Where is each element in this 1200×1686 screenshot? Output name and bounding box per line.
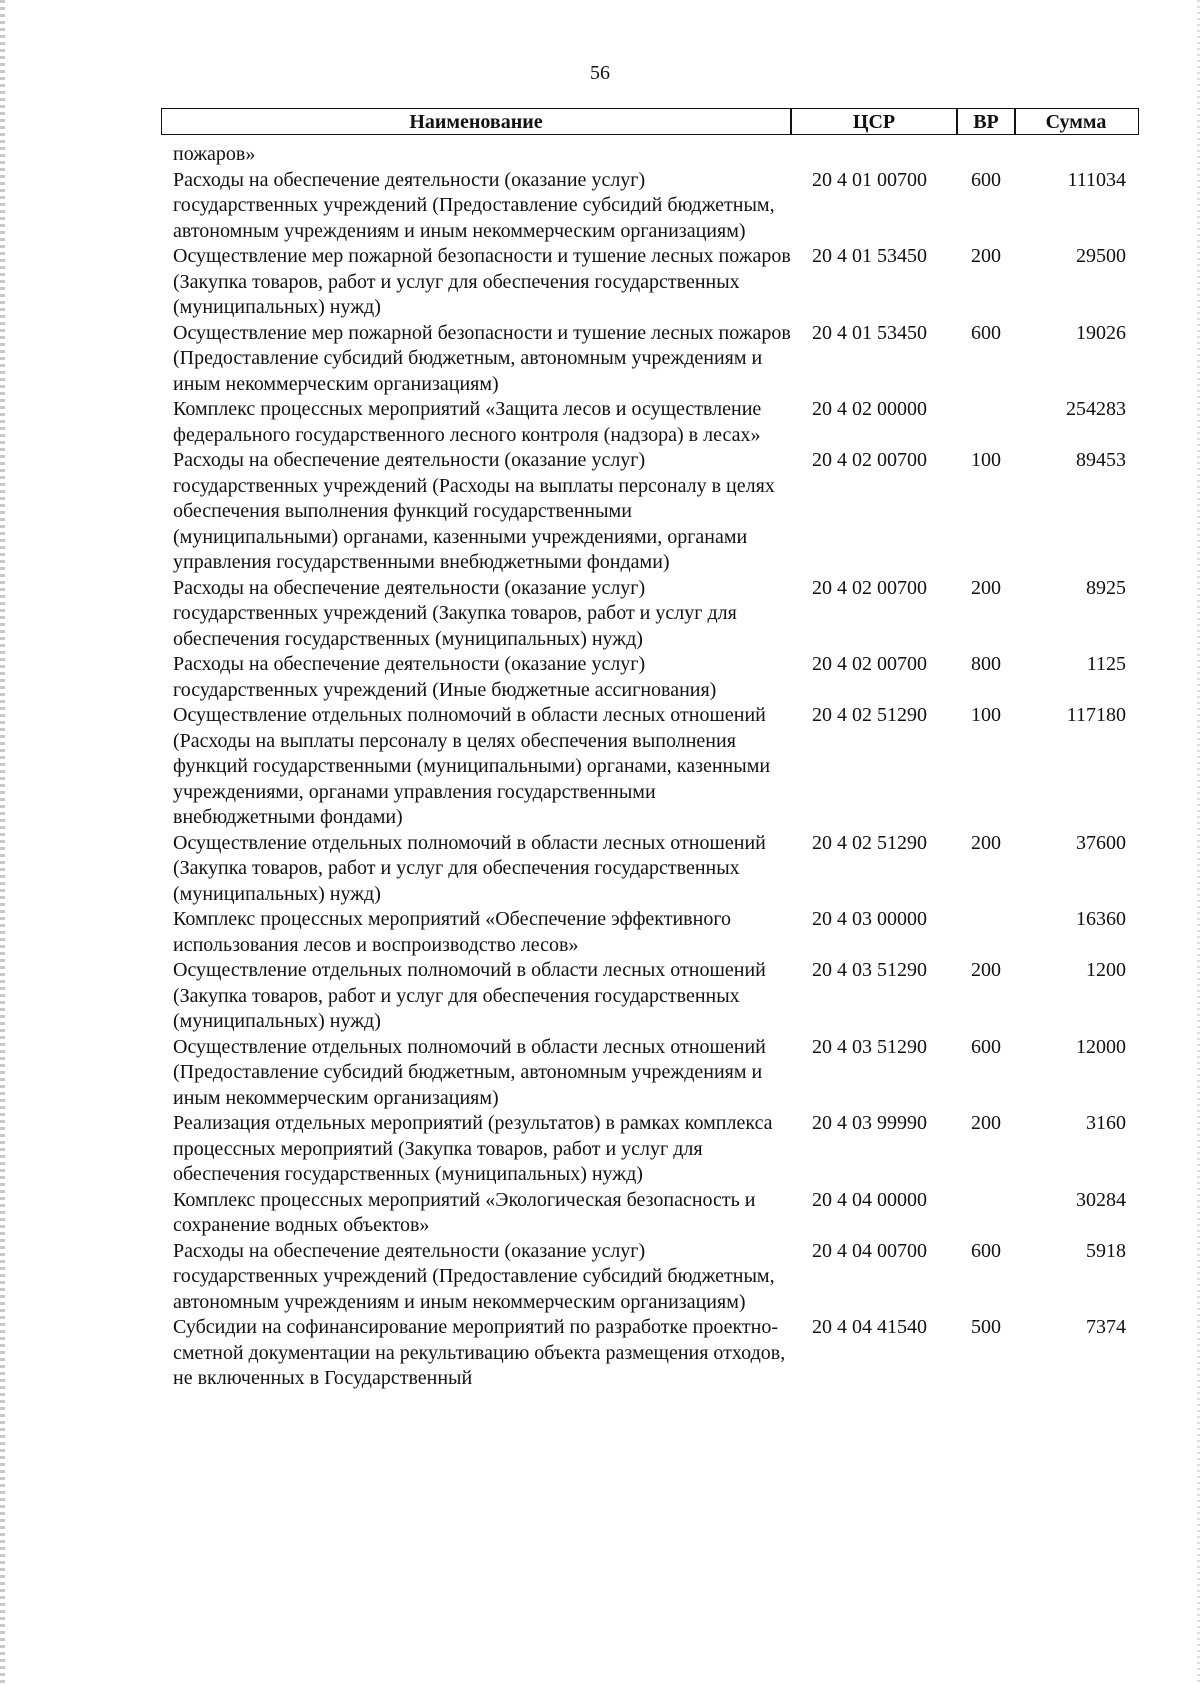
row-name: Осуществление отдельных полномочий в области лесных отношений (Расходы на выплаты персоналу в целях обеспечения выполнения функций государственными (муниципальными) органами, казенными учреждениями, органами управления государственными внебюджетными фондами) [173, 704, 771, 828]
table-row [0, 576, 1200, 653]
header-sum: Сумма [1045, 111, 1107, 133]
row-csr: 20 4 04 41540 [812, 1316, 927, 1338]
table-row [0, 652, 1200, 703]
row-csr: 20 4 02 00700 [812, 653, 927, 675]
table-row [0, 448, 1200, 576]
row-sum: 29500 [1076, 245, 1126, 267]
row-sum: 254283 [1066, 398, 1126, 420]
table-row [0, 907, 1200, 958]
table-row [0, 1111, 1200, 1188]
row-vr: 500 [971, 1316, 1001, 1338]
row-vr: 800 [971, 653, 1001, 675]
row-name: Комплекс процессных мероприятий «Защита лесов и осуществление федерального государственного лесного контроля (надзора) в лесах» [173, 398, 762, 446]
row-csr: 20 4 02 00700 [812, 449, 927, 471]
row-name: Осуществление отдельных полномочий в области лесных отношений (Закупка товаров, работ и услуг для обеспечения государственных (муниципальных) нужд) [173, 831, 766, 905]
table-row [0, 1315, 1200, 1392]
row-name: Осуществление отдельных полномочий в области лесных отношений (Предоставление субсидий бюджетным, автономным учреждениям и иным некоммерческим организациям) [173, 1035, 766, 1109]
row-vr: 100 [971, 449, 1001, 471]
row-name: Реализация отдельных мероприятий (результатов) в рамках комплекса процессных мероприятий (Закупка товаров, работ и услуг для обеспечения государственных (муниципальных) нужд) [173, 1112, 773, 1185]
row-csr: 20 4 02 51290 [812, 831, 927, 854]
row-csr: 20 4 03 51290 [812, 959, 927, 981]
table-body [0, 142, 1200, 1392]
row-sum: 19026 [1076, 321, 1126, 344]
row-csr: 20 4 01 53450 [812, 245, 927, 267]
row-vr: 600 [971, 321, 1001, 344]
row-vr: 200 [971, 831, 1001, 854]
row-name: Расходы на обеспечение деятельности (оказание услуг) государственных учреждений (Предоставление субсидий бюджетным, автономным учреждениям и иным некоммерческим организациям) [173, 1239, 775, 1313]
row-vr: 200 [971, 959, 1001, 981]
row-csr: 20 4 03 00000 [812, 908, 927, 930]
table-row [0, 958, 1200, 1035]
table-row [0, 321, 1200, 398]
header-csr: ЦСР [852, 111, 896, 133]
table-row [0, 142, 1200, 168]
row-sum: 12000 [1076, 1035, 1126, 1058]
row-sum: 89453 [1076, 449, 1126, 471]
row-csr: 20 4 01 53450 [812, 321, 927, 344]
row-name: Расходы на обеспечение деятельности (оказание услуг) государственных учреждений (Предоставление субсидий бюджетным, автономным учреждениям и иным некоммерческим организациям) [173, 168, 775, 242]
row-name: Расходы на обеспечение деятельности (оказание услуг) государственных учреждений (Иные бюджетные ассигнования) [173, 653, 717, 701]
row-sum: 3160 [1086, 1112, 1126, 1134]
row-vr: 200 [971, 576, 1001, 599]
row-name: Комплекс процессных мероприятий «Обеспечение эффективного использования лесов и воспроизводство лесов» [173, 908, 732, 956]
table-header [161, 108, 1139, 135]
row-vr: 600 [971, 1239, 1001, 1262]
row-name: Комплекс процессных мероприятий «Экологическая безопасность и сохранение водных объектов» [173, 1188, 756, 1236]
table-row [0, 703, 1200, 831]
row-csr: 20 4 03 99990 [812, 1112, 927, 1134]
row-vr: 600 [971, 1035, 1001, 1058]
row-vr: 600 [971, 168, 1001, 191]
row-sum: 30284 [1076, 1188, 1126, 1211]
table-row [0, 1239, 1200, 1316]
row-sum: 117180 [1066, 704, 1126, 726]
row-sum: 1125 [1086, 653, 1126, 675]
row-sum: 37600 [1076, 831, 1126, 854]
row-csr: 20 4 02 00000 [812, 398, 927, 420]
table-row [0, 168, 1200, 245]
row-vr: 100 [971, 704, 1001, 726]
table-row [0, 244, 1200, 321]
row-csr: 20 4 04 00000 [812, 1188, 927, 1211]
row-csr: 20 4 01 00700 [812, 168, 927, 191]
row-name: Осуществление мер пожарной безопасности и тушение лесных пожаров (Закупка товаров, работ и услуг для обеспечения государственных (муниципальных) нужд) [173, 245, 791, 318]
page-number: 56 [590, 62, 610, 84]
row-name: Осуществление мер пожарной безопасности и тушение лесных пожаров (Предоставление субсидий бюджетным, автономным учреждениям и иным некоммерческим организациям) [173, 321, 791, 395]
row-vr: 200 [971, 245, 1001, 267]
row-csr: 20 4 02 51290 [812, 704, 927, 726]
row-name: Субсидии на софинансирование мероприятий по разработке проектно-сметной документации на рекультивацию объекта размещения отходов, не включенных в Государственный [173, 1316, 786, 1389]
header-name: Наименование [409, 111, 543, 133]
row-sum: 5918 [1086, 1239, 1126, 1262]
row-name: Осуществление отдельных полномочий в области лесных отношений (Закупка товаров, работ и услуг для обеспечения государственных (муниципальных) нужд) [173, 959, 766, 1032]
row-sum: 8925 [1086, 576, 1126, 599]
row-sum: 1200 [1086, 959, 1126, 981]
header-vr: ВР [973, 111, 999, 133]
row-sum: 111034 [1067, 168, 1126, 191]
row-name: Расходы на обеспечение деятельности (оказание услуг) государственных учреждений (Расходы на выплаты персоналу в целях обеспечения выполнения функций государственными (муниципальными) органами, казенными учреждениями, органами управления государственными внебюджетными фондами) [173, 449, 775, 573]
row-csr: 20 4 04 00700 [812, 1239, 927, 1262]
table-row [0, 1035, 1200, 1112]
row-sum: 7374 [1086, 1316, 1126, 1338]
row-name: пожаров» [173, 143, 256, 165]
row-name: Расходы на обеспечение деятельности (оказание услуг) государственных учреждений (Закупка товаров, работ и услуг для обеспечения государственных (муниципальных) нужд) [173, 576, 737, 650]
table-row [0, 1188, 1200, 1239]
table-row [0, 397, 1200, 448]
row-csr: 20 4 03 51290 [812, 1035, 927, 1058]
row-sum: 16360 [1076, 908, 1126, 930]
table-row [0, 831, 1200, 908]
row-vr: 200 [971, 1112, 1001, 1134]
row-csr: 20 4 02 00700 [812, 576, 927, 599]
